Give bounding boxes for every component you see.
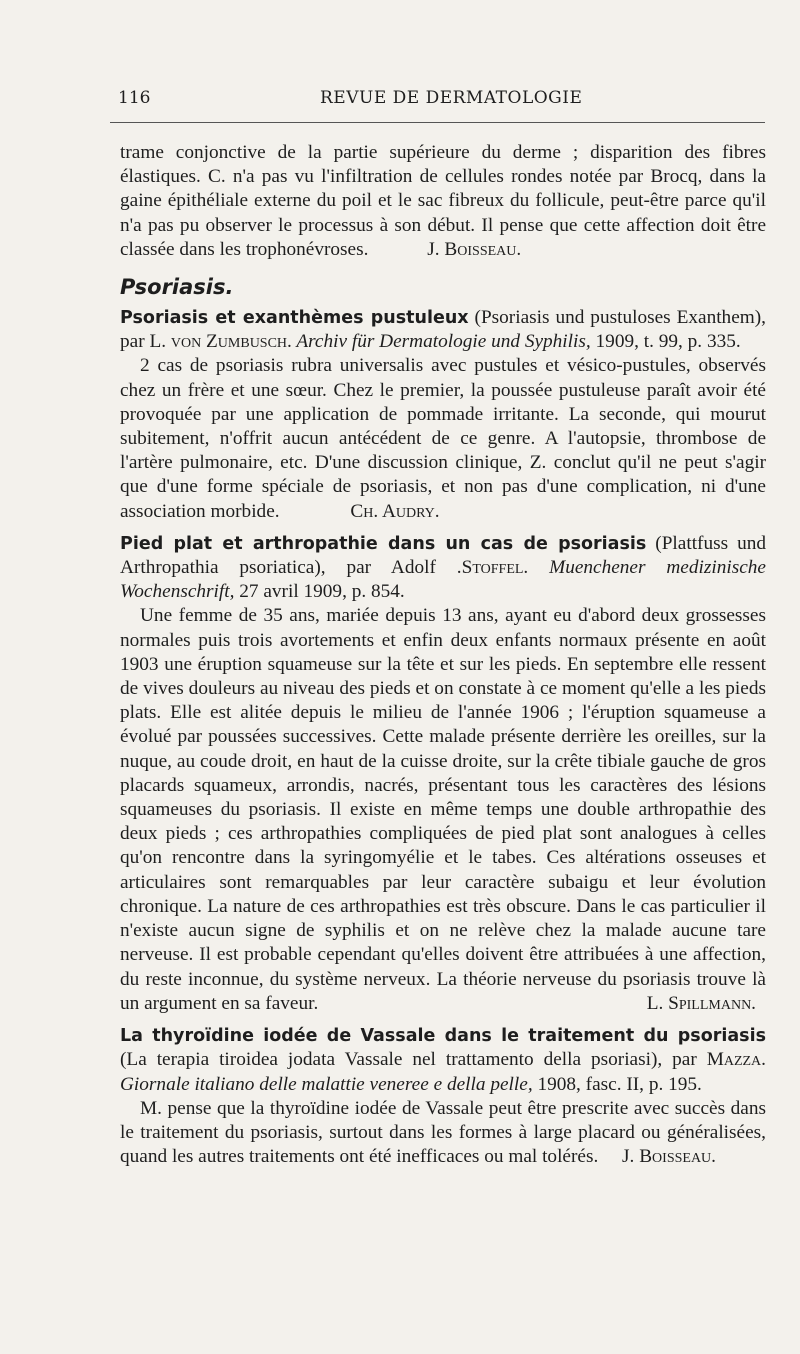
article-2-title: Pied plat et arthropathie dans un cas de psoriasis xyxy=(120,533,647,554)
article-3-title: La thyroïdine iodée de Vassale dans le traitement du psoriasis xyxy=(120,1026,766,1047)
article-3-reference xyxy=(120,1024,766,1097)
article-2-journal: Muenchener medizinische Wochenschrift, xyxy=(120,557,766,603)
intro-text: trame conjonctive de la partie supérieure du derme ; disparition des fibres élastiques. C. n'a pas vu l'infiltration de cellules rondes notée par Brocq, dans la gaine épithéliale externe du poil et le sac fibreux du follicule, peut-être parce qu'il n'a pas pu observer le processus à son début. Il pense que cette affection doit être classée dans les trophonévroses. xyxy=(120,142,766,260)
article-3-ref-end: 1908, fasc. II, p. 195. xyxy=(532,1073,702,1095)
article-1-ref-text: (Psoriasis und pustuloses Exanthem), par xyxy=(120,307,766,353)
article-3-ref-text: (La terapia tiroidea jodata Vassale nel trattamento della psoriasi), par xyxy=(120,1049,707,1071)
article-2-ref-end: 27 avril 1909, p. 854. xyxy=(234,581,405,603)
article-1-journal: Archiv für Dermatologie und Syphilis, xyxy=(291,331,591,353)
article-3-journal: Giornale italiano delle malattie veneree e della pelle, xyxy=(120,1073,533,1095)
journal-title: REVUE DE DERMATOLOGIE xyxy=(320,88,583,108)
article-1-body xyxy=(120,354,766,523)
article-1-text: 2 cas de psoriasis rubra universalis avec pustules et vésico-pustules, observés chez un frère et une sœur. Chez le premier, la poussée pustuleuse paraît avoir été provoquée par une application de pommade irritante. La seconde, qui mourut subitement, n'offrit aucun antécédent de ce genre. A l'autopsie, thrombose de l'artère pulmonaire, etc. D'une discussion clinique, Z. conclut qu'il ne peut s'agir que d'une forme spéciale de psoriasis, et non pas d'une complication, ni d'une association morbide. xyxy=(120,355,766,522)
article-3-text: M. pense que la thyroïdine iodée de Vassale peut être prescrite avec succès dans le traitement du psoriasis, surtout dans les formes à large placard ou généralisées, quand les autres traitements ont été inefficaces ou mal tolérés. xyxy=(120,1097,766,1168)
intro-signature: J. Boisseau. xyxy=(427,238,522,260)
article-2-signature: L. Spillmann. xyxy=(646,992,756,1014)
article-2-ref-text: (Plattfuss und Arthropathia psoriatica), par Adolf xyxy=(120,532,766,579)
article-1-title: Psoriasis et exanthèmes pustuleux xyxy=(120,308,469,329)
page-number: 116 xyxy=(118,88,151,108)
article-2-body xyxy=(120,604,766,1015)
intro-paragraph xyxy=(120,141,766,262)
article-2-text: Une femme de 35 ans, mariée depuis 13 ans, ayant eu d'abord deux grossesses normales puis trois avortements et enfin deux enfants normaux présente en août 1903 une éruption squameuse sur la tête et sur les pieds. En septembre elle ressent de vives douleurs au niveau des pieds et on constate à ce moment qu'elle a les pieds plats. Elle est alitée depuis le milieu de l'année 1906 ; l'éruption squameuse a évolué par poussées successives. Cette malade présente derrière les oreilles, sur la nuque, au coude droit, en haut de la cuisse droite, sur la crête tibiale gauche de gros placards squameux, arrondis, nacrés, présentant tous les caractères des lésions squameuses du psoriasis. Il existe en même temps une double arthropathie des deux pieds ; ces arthropathies compliquées de pied plat sont analogues à celles qu'on rencontre dans la syringomyélie et le tabes. Ces altérations osseuses et articulaires sont remarquables par leur caractère subaigu et leur évolution chronique. La nature de ces arthropathies est très obscure. Dans le cas particulier il n'existe aucun signe de syphilis et on ne relève chez la malade aucune tare nerveuse. Il est probable cependant qu'elles doivent être attribuées à une affection, du reste inconnue, du système nerveux. La théorie nerveuse du psoriasis trouve là un argument en sa faveur. xyxy=(120,605,766,1014)
header-rule xyxy=(110,122,765,123)
running-header xyxy=(112,86,764,112)
article-1-ref-end: 1909, t. 99, p. 335. xyxy=(590,331,741,353)
page-body xyxy=(120,141,766,1170)
article-1-author: L. von Zumbusch. xyxy=(149,331,292,353)
article-1-reference xyxy=(120,306,766,354)
article-3-signature: J. Boisseau. xyxy=(622,1146,716,1168)
article-2-author: .Stoffel. xyxy=(456,557,529,579)
article-3-author: Mazza. xyxy=(706,1049,766,1071)
article-2-reference xyxy=(120,532,766,605)
section-title: Psoriasis. xyxy=(120,275,234,300)
article-1-signature: Ch. Audry. xyxy=(350,500,440,522)
